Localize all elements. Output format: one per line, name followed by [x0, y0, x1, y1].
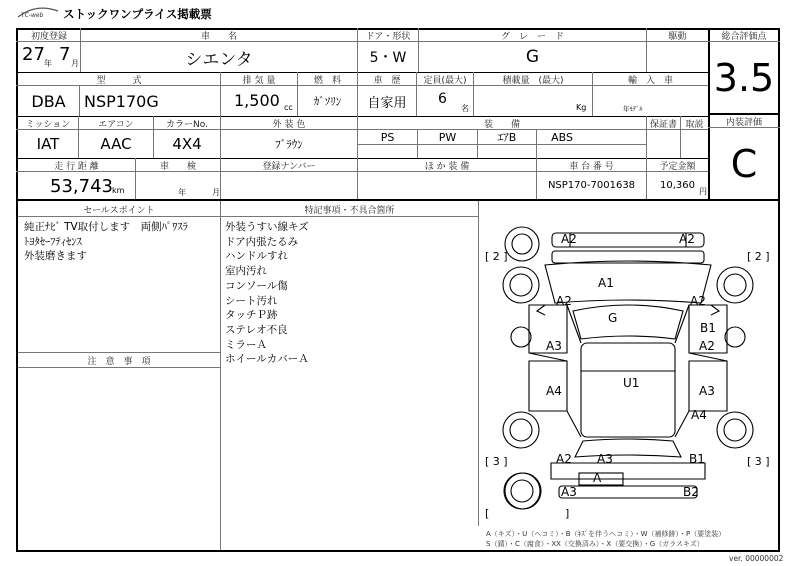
damage-label: A1	[598, 276, 614, 290]
tokki-list	[225, 220, 309, 367]
sales-point-item: ﾄﾖﾀｾｰﾌﾃｨｾﾝｽ	[24, 235, 82, 248]
header-shareki: 車 歴	[373, 75, 401, 86]
damage-label: U1	[623, 376, 640, 390]
tokki-item: 室内汚れ	[225, 265, 267, 278]
damage-label: A2	[679, 232, 695, 246]
damage-label: B1	[689, 452, 705, 466]
value-color-no: 4X4	[172, 135, 202, 153]
value-aircon: AAC	[100, 135, 132, 153]
value-katashiki: NSP170G	[84, 91, 159, 111]
value-nenryo: ｶﾞｿﾘﾝ	[313, 95, 342, 108]
header-soubi: 装 備	[483, 119, 520, 130]
damage-label: A3	[561, 485, 577, 499]
tokki-item: シート汚れ	[225, 294, 278, 307]
value-sekisai-unit: Kg	[576, 103, 587, 112]
value-door-keijo: 5・W	[369, 50, 407, 66]
value-year: 27	[22, 44, 45, 65]
header-shaken: 車 検	[159, 161, 196, 172]
value-shaken-month: 月	[212, 188, 220, 197]
header-soko-kyori: 走 行 距 離	[54, 161, 99, 172]
header-grade: グ レ ー ド	[500, 31, 564, 42]
header-naiso-score: 内装評価	[725, 117, 762, 128]
car-damage-diagram	[479, 201, 778, 526]
header-haikiryo: 排 気 量	[242, 75, 276, 86]
damage-label: A2	[561, 232, 577, 246]
value-shaken-year: 年	[178, 188, 186, 197]
damage-label: A2	[699, 339, 715, 353]
bracket-left-upper: [ 2 ]	[485, 250, 508, 263]
value-kudo	[647, 42, 708, 72]
value-yotei-unit: 円	[699, 187, 707, 196]
damage-label: B2	[683, 485, 699, 499]
value-haikiryo: 1,500	[234, 91, 280, 110]
tokki-item: タッチＰ跡	[225, 309, 278, 322]
damage-label: A	[593, 471, 602, 485]
version-label: ver. 00000002	[729, 554, 784, 563]
sales-point-title: セールスポイント	[83, 205, 155, 216]
header-torisetsu: 取説	[685, 119, 704, 130]
header-hoka-soubi: ほ か 装 備	[424, 161, 470, 172]
value-soubi-ps: PS	[380, 130, 395, 144]
header-kudo: 駆動	[668, 31, 687, 42]
damage-label: A3	[546, 339, 562, 353]
page-title: ストックワンプライス掲載票	[63, 7, 212, 21]
header-aircon: エアコン	[98, 119, 134, 130]
value-yotei-kingaku: 10,360	[660, 180, 695, 191]
damage-label: A2	[556, 294, 572, 308]
value-shareki: 自家用	[367, 95, 407, 111]
header-teiin: 定員(最大)	[423, 75, 467, 86]
header-hoshosho: 保証書	[649, 119, 677, 130]
sales-point-item: 純正ﾅﾋﾞ TV取付します 両側ﾊﾟﾜｽﾗ	[24, 221, 188, 233]
value-shadai-bango: NSP170-7001638	[547, 180, 636, 191]
damage-label: A2	[556, 452, 572, 466]
tokki-item: ドア内張たるみ	[225, 235, 299, 248]
value-soko-kyori: 53,743	[50, 176, 113, 197]
value-teiin: 6	[438, 91, 447, 107]
damage-label: A2	[690, 294, 706, 308]
value-haikiryo-unit: cc	[284, 103, 293, 112]
damage-label: A3	[597, 452, 613, 466]
tokki-item: ステレオ不良	[225, 323, 288, 336]
bracket-right-lower: [ 3 ]	[747, 455, 770, 468]
bracket-left-lower: [ 3 ]	[485, 455, 508, 468]
header-yunyusha: 輸 入 車	[627, 75, 673, 86]
value-soubi-pw: PW	[438, 130, 457, 144]
value-grade: G	[525, 47, 540, 67]
value-naiso-score: C	[730, 141, 758, 186]
legend-line-2: S（錆）・C（腐食）・XX（交換済み）・X（要交換）・G（ガラスキズ）	[486, 540, 704, 548]
damage-label: A4	[691, 408, 707, 422]
chui-title: 注 意 事 項	[87, 356, 151, 367]
sales-point-item: 外装磨きます	[24, 250, 87, 263]
tokki-item: コンソール傷	[225, 279, 288, 292]
value-soubi-abs: ABS	[551, 130, 573, 144]
header-yotei-kingaku: 予定金額	[659, 161, 696, 172]
value-year-unit: 年	[44, 59, 52, 68]
tokki-title: 特記事項・不具合箇所	[304, 205, 395, 216]
header-mission: ミッション	[25, 119, 71, 130]
value-soko-unit: km	[112, 186, 125, 195]
value-yunyusha-note: 年ﾓﾃﾞﾙ	[623, 105, 643, 113]
value-month: 7	[59, 44, 71, 65]
bracket-right-upper: [ 2 ]	[747, 250, 770, 263]
value-shamei: シエンタ	[185, 49, 253, 70]
header-shodo-toroku: 初度登録	[30, 31, 67, 42]
tokki-item: ハンドルすれ	[225, 250, 288, 263]
header-door-keijo: ドア・形状	[365, 31, 411, 42]
tokki-item: ホイールカバーＡ	[225, 353, 309, 366]
header-katashiki: 型 式	[96, 75, 142, 86]
header-sekisai: 積載量 (最大)	[502, 75, 564, 86]
header-shadai-bango: 車 台 番 号	[569, 161, 614, 172]
logo-text: TC-web	[21, 12, 44, 19]
tokki-item: ミラーＡ	[225, 338, 267, 351]
header-total-score: 総合評価点	[721, 31, 767, 42]
value-total-score: 3.5	[713, 55, 775, 100]
bracket-bottom-open: [	[485, 507, 490, 520]
header-gaisoshoku: 外 装 色	[272, 119, 306, 130]
damage-label: G	[608, 311, 618, 325]
value-teiin-unit: 名	[461, 104, 469, 113]
tokki-item: 外装うすい線キズ	[225, 221, 309, 233]
logo	[16, 5, 60, 21]
value-prefix: DBA	[31, 91, 66, 111]
bracket-bottom-close: ]	[565, 507, 570, 520]
header-shamei: 車 名	[200, 31, 237, 42]
damage-label: A3	[699, 384, 715, 398]
sales-point-list	[24, 220, 188, 264]
value-gaisoshoku: ﾌﾞﾗｳﾝ	[275, 138, 303, 151]
header-nenryo: 燃 料	[313, 75, 341, 86]
value-mission: IAT	[36, 135, 60, 153]
header-toroku-number: 登録ナンバー	[262, 161, 316, 172]
value-soubi-airbag: ｴｱB	[497, 131, 517, 144]
header-color-no: カラーNo.	[166, 119, 208, 130]
legend-line-1: A（キズ）・U（ヘコミ）・B（ｷｽﾞを伴うヘコミ）・W（補修跡）・P（要塗装）	[486, 530, 726, 538]
damage-label: A4	[546, 384, 562, 398]
value-month-unit: 月	[71, 59, 79, 68]
damage-label: B1	[700, 321, 716, 335]
